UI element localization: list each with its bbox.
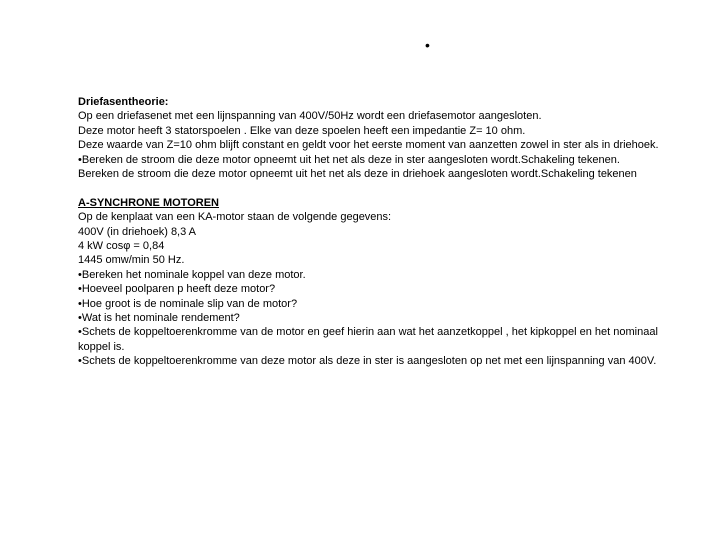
section-title-driefasentheorie: Driefasentheorie: (78, 96, 169, 108)
spec-line: 400V (in driehoek) 8,3 A (78, 225, 197, 238)
section-title-asynchrone-motoren: A-SYNCHRONE MOTOREN (78, 196, 219, 209)
bullet-item: •Schets de koppeltoerenkromme van deze motor als deze in ster is aangesloten op net met een lijnspanning van 400V. (78, 355, 657, 368)
document-body (78, 95, 678, 369)
bullet-mark: • (425, 37, 430, 53)
spec-line: 1445 omw/min 50 Hz. (78, 254, 185, 267)
paragraph-line: Deze motor heeft 3 statorspoelen . Elke van deze spoelen heeft een impedantie Z= 10 ohm. (78, 124, 526, 137)
bullet-item: •Hoeveel poolparen p heeft deze motor? (78, 283, 276, 296)
spec-line: 4 kW cosφ = 0,84 (78, 240, 165, 253)
bullet-item: •Schets de koppeltoerenkromme van de motor en geef hierin aan wat het aanzetkoppel , het kipkoppel en het nominaal koppel is. (78, 326, 658, 353)
bullet-item: •Bereken het nominale koppel van deze motor. (78, 268, 306, 281)
bullet-item: •Wat is het nominale rendement? (78, 312, 240, 325)
paragraph-line: Bereken de stroom die deze motor opneemt uit het net als deze in driehoek aangesloten wordt.Schakeling tekenen (78, 168, 637, 181)
bullet-item: •Hoe groot is de nominale slip van de motor? (78, 297, 298, 310)
paragraph-line: Op een driefasenet met een lijnspanning van 400V/50Hz wordt een driefasemotor aangesloten. (78, 110, 542, 123)
bullet-item: •Bereken de stroom die deze motor opneemt uit het net als deze in ster aangesloten wordt.Schakeling tekenen. (78, 153, 620, 166)
section-spacer (78, 181, 678, 195)
paragraph-line: Op de kenplaat van een KA-motor staan de volgende gegevens: (78, 211, 392, 224)
paragraph-line: Deze waarde van Z=10 ohm blijft constant en geldt voor het eerste moment van aanzetten zowel in ster als in driehoek. (78, 139, 659, 152)
